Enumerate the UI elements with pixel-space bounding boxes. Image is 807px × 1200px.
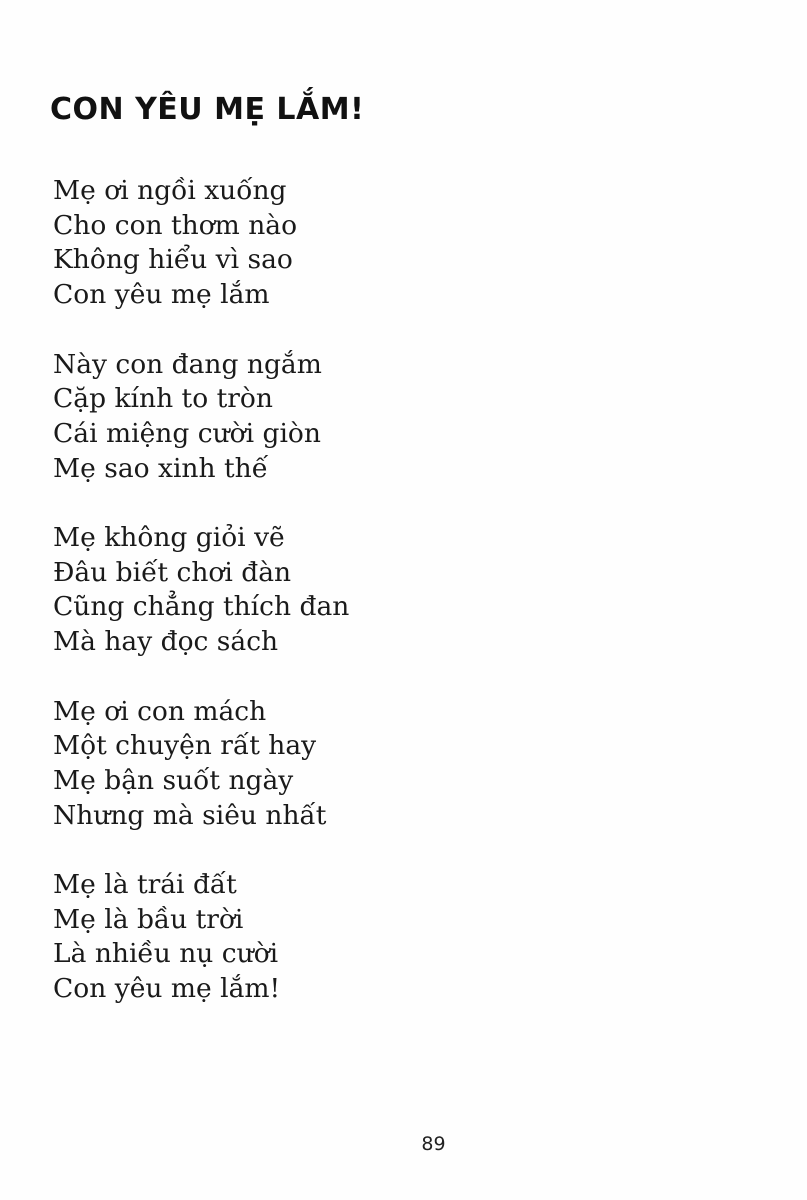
- stanza-3: [53, 521, 753, 660]
- stanza-4: [53, 695, 753, 834]
- poem-line: Mẹ sao xinh thế: [53, 452, 269, 484]
- stanza-5: [53, 868, 753, 1007]
- poem-line: Mà hay đọc sách: [53, 626, 279, 658]
- poem-line: Mẹ không giỏi vẽ: [53, 522, 285, 553]
- poem-line: Mẹ ơi ngồi xuống: [53, 175, 287, 206]
- poem-line: Cặp kính to tròn: [53, 383, 273, 415]
- poem-line: Cái miệng cười giòn: [53, 417, 321, 449]
- poem-line: Là nhiều nụ cười: [53, 938, 279, 970]
- poem-body: [53, 174, 753, 1042]
- poem-title: CON YÊU MẸ LẮM!: [50, 92, 365, 127]
- poem-line: Một chuyện rất hay: [53, 730, 317, 762]
- poem-line: Mẹ là trái đất: [53, 869, 237, 900]
- page-number: 89: [421, 1133, 446, 1155]
- poem-line: Con yêu mẹ lắm: [53, 279, 270, 311]
- poem-line: Cho con thơm nào: [53, 209, 298, 241]
- poem-line: Này con đang ngắm: [53, 348, 322, 380]
- stanza-1: [53, 174, 753, 313]
- poem-line: Cũng chẳng thích đan: [53, 591, 350, 623]
- poem-line: Nhưng mà siêu nhất: [53, 799, 327, 831]
- poem-line: Đâu biết chơi đàn: [53, 556, 292, 588]
- poem-line: Mẹ là bầu trời: [53, 903, 244, 935]
- stanza-2: [53, 348, 753, 487]
- poem-line: Mẹ bận suốt ngày: [53, 764, 294, 796]
- poem-line: Không hiểu vì sao: [53, 244, 293, 276]
- poem-line: Mẹ ơi con mách: [53, 695, 267, 727]
- poem-line: Con yêu mẹ lắm!: [53, 973, 281, 1005]
